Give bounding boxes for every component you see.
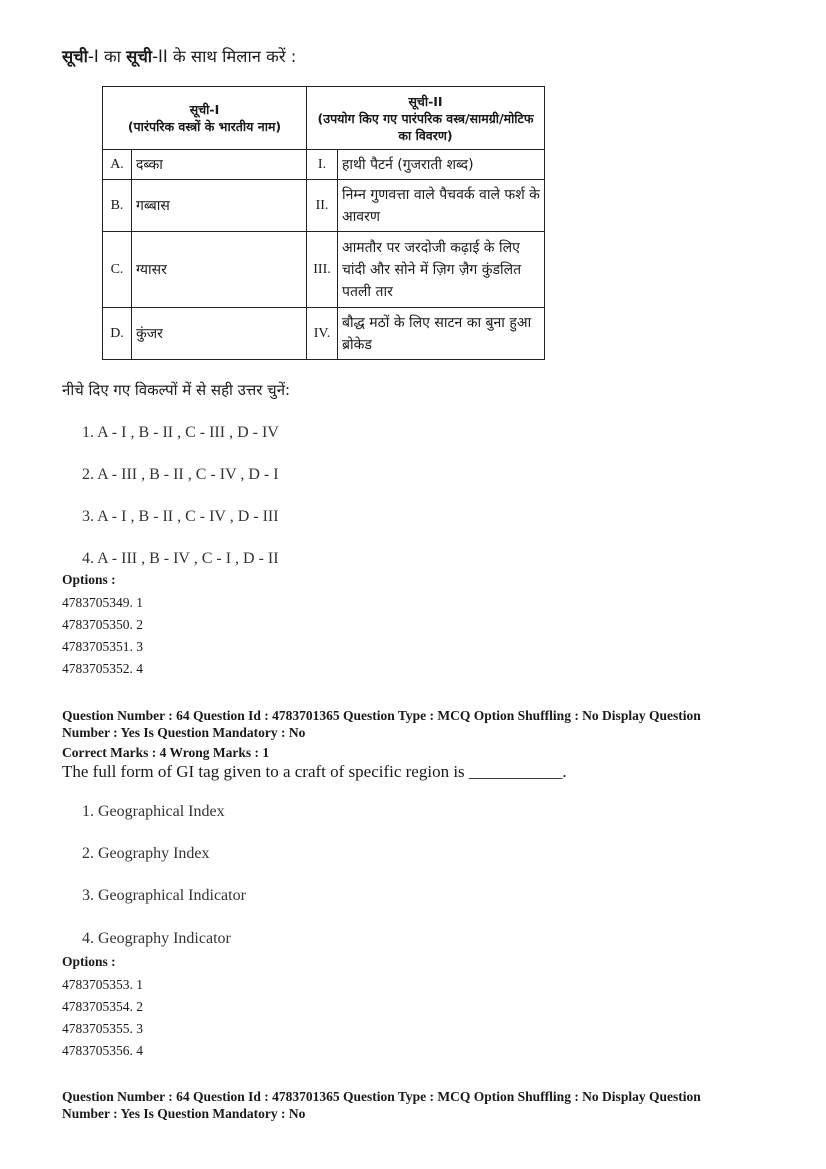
row-label: IV. [307, 308, 338, 360]
option-id: 4783705352. 4 [62, 661, 143, 676]
row-label: C. [103, 232, 132, 308]
list2-item: हाथी पैटर्न (गुजराती शब्द) [338, 150, 545, 180]
options-label: Options : [62, 572, 116, 587]
row-label: II. [307, 180, 338, 232]
choice-2[interactable]: 2. A - III , B - II , C - IV , D - I [82, 466, 279, 483]
list1-item: ग्यासर [132, 232, 307, 308]
list1-item: गब्बास [132, 180, 307, 232]
choice-1[interactable]: 1. Geographical Index [82, 803, 225, 820]
row-label: I. [307, 150, 338, 180]
list2-header: सूची-II (उपयोग किए गए पारंपरिक वस्त्र/सामग्री/मोटिफ का विवरण) [307, 87, 545, 150]
question-meta: Question Number : 64 Question Id : 4783701365 Question Type : MCQ Option Shuffling : No Display Question Number : Yes Is Question Mandatory : No [62, 708, 701, 740]
list1-item: दब्का [132, 150, 307, 180]
choice-4[interactable]: 4. Geography Indicator [82, 930, 231, 947]
option-id: 4783705353. 1 [62, 977, 143, 992]
list1-item: कुंजर [132, 308, 307, 360]
list2-item: बौद्ध मठों के लिए साटन का बुना हुआ ब्रोकेड [338, 308, 545, 360]
choice-2[interactable]: 2. Geography Index [82, 845, 210, 862]
table-row [103, 150, 545, 180]
option-id: 4783705355. 3 [62, 1021, 143, 1036]
list2-item: आमतौर पर जरदोजी कढ़ाई के लिए चांदी और सोने में ज़िग ज़ैग कुंडलित पतली तार [338, 232, 545, 308]
table-row [103, 308, 545, 360]
table-header-row [103, 87, 545, 150]
question-marks: Correct Marks : 4 Wrong Marks : 1 [62, 745, 270, 760]
list1-header: सूची-I (पारंपरिक वस्त्रों के भारतीय नाम) [103, 87, 307, 150]
row-label: D. [103, 308, 132, 360]
instruction-text: नीचे दिए गए विकल्पों में से सही उत्तर चुनें: [62, 381, 291, 399]
option-id: 4783705356. 4 [62, 1043, 143, 1058]
row-label: B. [103, 180, 132, 232]
option-id: 4783705351. 3 [62, 639, 143, 654]
option-id: 4783705349. 1 [62, 595, 143, 610]
option-id: 4783705350. 2 [62, 617, 143, 632]
options-label: Options : [62, 954, 116, 969]
table-row [103, 180, 545, 232]
table-row [103, 232, 545, 308]
choice-3[interactable]: 3. Geographical Indicator [82, 887, 246, 904]
question-meta: Question Number : 64 Question Id : 4783701365 Question Type : MCQ Option Shuffling : No Display Question Number : Yes Is Question Mandatory : No [62, 1089, 701, 1121]
match-heading: सूची-I का सूची-II के साथ मिलान करें : [62, 47, 297, 66]
match-table [102, 86, 545, 360]
row-label: A. [103, 150, 132, 180]
option-id: 4783705354. 2 [62, 999, 143, 1014]
choice-1[interactable]: 1. A - I , B - II , C - III , D - IV [82, 424, 279, 441]
question-text: The full form of GI tag given to a craft of specific region is ___________. [62, 762, 567, 781]
row-label: III. [307, 232, 338, 308]
list2-item: निम्न गुणवत्ता वाले पैचवर्क वाले फर्श के आवरण [338, 180, 545, 232]
choice-3[interactable]: 3. A - I , B - II , C - IV , D - III [82, 508, 279, 525]
choice-4[interactable]: 4. A - III , B - IV , C - I , D - II [82, 550, 279, 567]
